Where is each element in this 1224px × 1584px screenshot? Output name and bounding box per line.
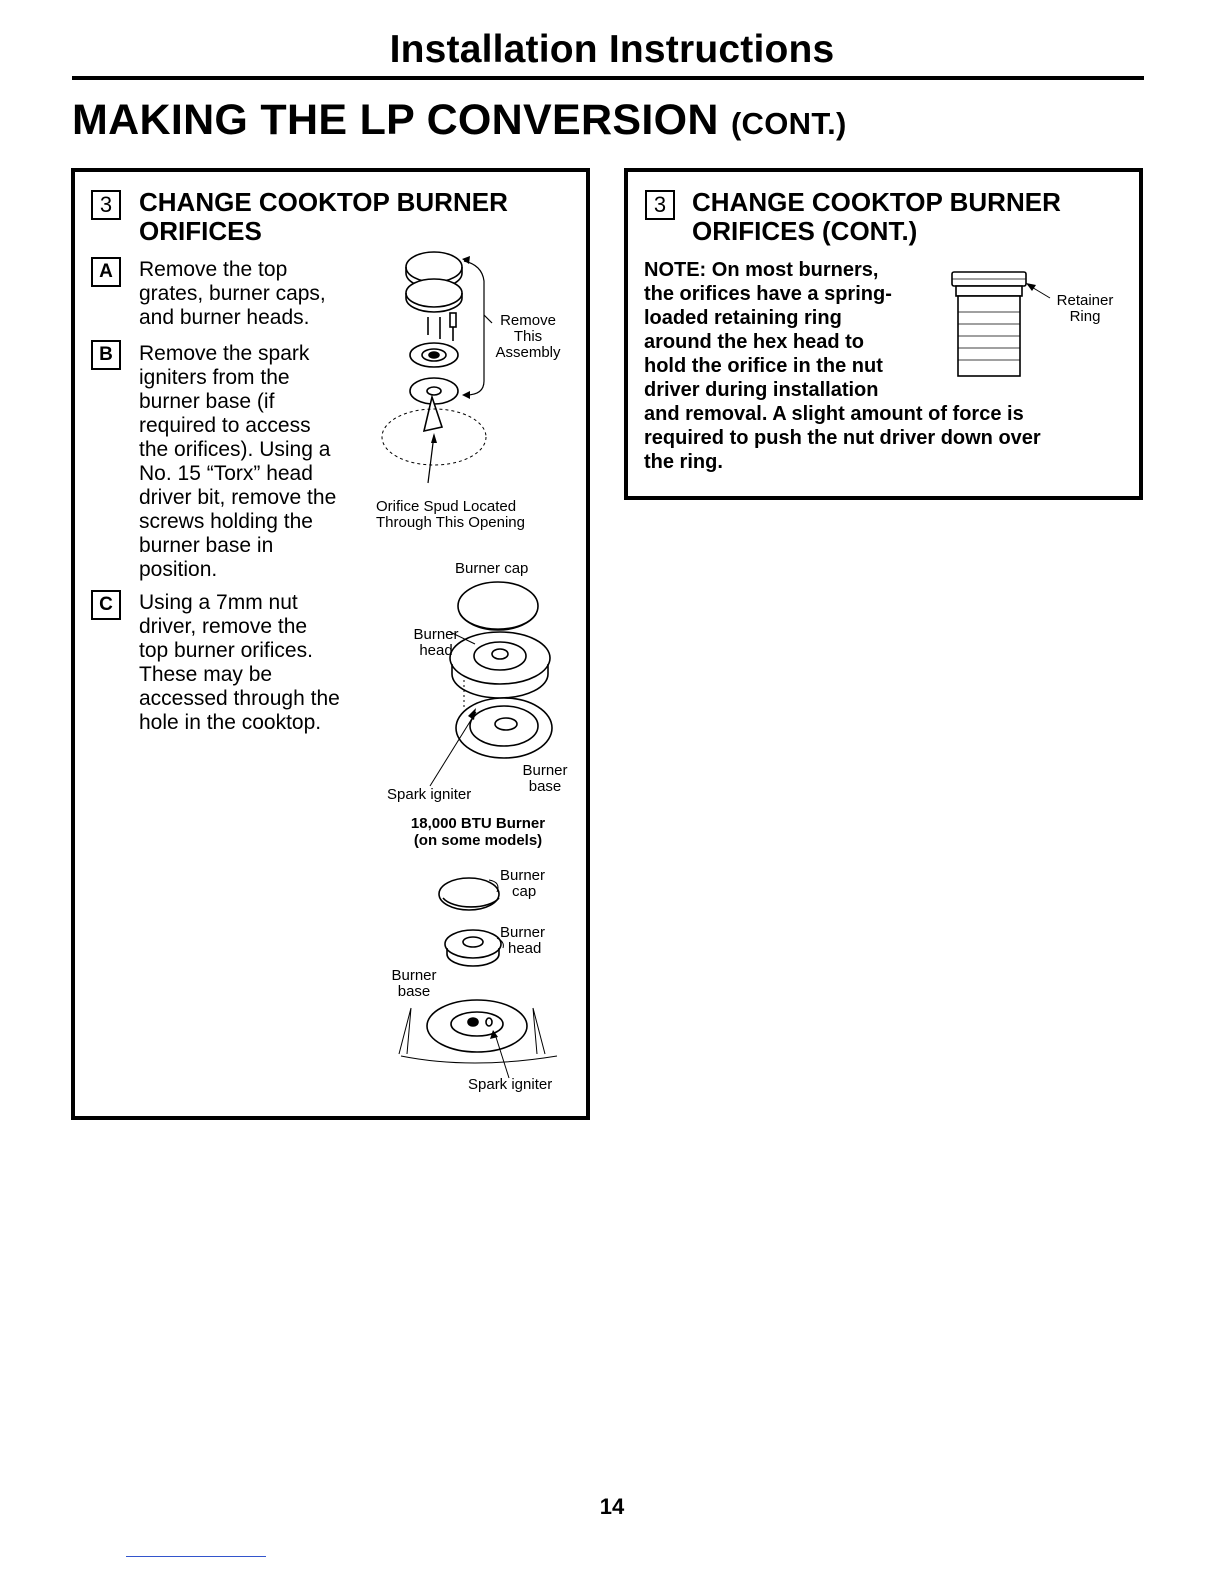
btu-base-line: base — [397, 983, 431, 1000]
retainer-ring-label — [1050, 293, 1120, 325]
step-number-badge: 3 — [91, 190, 121, 220]
page-title-main: MAKING THE LP CONVERSION — [72, 96, 719, 144]
step-b-line: position. — [139, 558, 218, 581]
step-c-text — [139, 591, 340, 735]
note-line: around the hex head to — [644, 331, 865, 353]
orifice-label-line: Orifice Spud Located — [376, 498, 517, 515]
step-a-text — [139, 258, 326, 330]
note-line: and removal. A slight amount of force is — [644, 403, 1024, 425]
step-c-line: hole in the cooktop. — [139, 711, 322, 734]
step-a-line: Remove the top — [139, 258, 288, 281]
btu-head-line: head — [508, 940, 542, 957]
note-line: required to push the nut driver down over — [644, 427, 1041, 449]
page-title — [72, 96, 847, 145]
remove-assembly-label — [482, 313, 574, 361]
section-title-line1: CHANGE COOKTOP BURNER — [139, 187, 508, 217]
burner-head-line: Burner — [413, 626, 459, 643]
remove-label-line: Assembly — [495, 344, 561, 361]
step-b-line: screws holding the — [139, 510, 313, 533]
step-b-line: the orifices). Using a — [139, 438, 331, 461]
step-a-line: grates, burner caps, — [139, 282, 326, 305]
step-b-line: burner base (if — [139, 390, 275, 413]
step-b-line: driver bit, remove the — [139, 486, 337, 509]
btu-base-line: Burner — [391, 967, 437, 984]
retainer-label-line: Retainer — [1056, 292, 1114, 309]
btu-burner-caption — [380, 815, 576, 849]
header-rule — [72, 76, 1144, 80]
burner-head-line: head — [419, 642, 453, 659]
step-b-badge: B — [91, 340, 121, 370]
step-b-line: igniters from the — [139, 366, 290, 389]
btu-burner-base-label — [384, 968, 444, 1000]
btu-spark-igniter-label: Spark igniter — [468, 1076, 553, 1093]
step-c-line: accessed through the — [139, 687, 340, 710]
step-b-line: No. 15 “Torx” head — [139, 462, 313, 485]
page-title-suffix: (CONT.) — [730, 106, 847, 141]
step-b-line: Remove the spark — [139, 342, 310, 365]
page-number: 14 — [599, 1494, 625, 1519]
section-title — [692, 188, 1061, 246]
btu-burner-head-label — [500, 925, 545, 957]
step-b-line: burner base in — [139, 534, 274, 557]
burner-base-line: base — [528, 778, 562, 795]
step-number-badge: 3 — [645, 190, 675, 220]
footer-divider — [126, 1556, 266, 1557]
step-c-line: driver, remove the — [139, 615, 308, 638]
burner-head-label — [404, 627, 468, 659]
orifice-spud-label — [376, 499, 525, 531]
section-title — [139, 188, 508, 246]
btu-caption-line: 18,000 BTU Burner — [410, 815, 546, 832]
btu-head-line: Burner — [500, 924, 546, 941]
btu-burner-cap-label — [500, 868, 545, 900]
btu-cap-line: Burner — [500, 867, 546, 884]
btu-caption-line: (on some models) — [413, 832, 543, 849]
orifice-nut-driver-illustration — [950, 268, 1060, 384]
note-line: NOTE: On most burners, — [644, 259, 879, 281]
burner-base-label — [514, 763, 576, 795]
step-c-line: These may be — [139, 663, 273, 686]
step-b-text — [139, 342, 336, 582]
remove-label-line: This — [513, 328, 543, 345]
step-c-line: top burner orifices. — [139, 639, 313, 662]
section-title-line1: CHANGE COOKTOP BURNER — [692, 187, 1061, 217]
section-title-line2: ORIFICES (CONT.) — [692, 216, 918, 246]
spark-igniter-label: Spark igniter — [387, 786, 472, 803]
step-b-line: required to access — [139, 414, 311, 437]
note-line: driver during installation — [644, 379, 879, 401]
retainer-label-line: Ring — [1069, 308, 1101, 325]
note-line: loaded retaining ring — [644, 307, 842, 329]
exploded-burner-assembly-illustration — [370, 245, 570, 500]
section-title-line2: ORIFICES — [139, 216, 262, 246]
note-line: the orifices have a spring- — [644, 283, 892, 305]
burner-base-line: Burner — [522, 762, 568, 779]
note-line: the ring. — [644, 451, 723, 473]
btu-cap-line: cap — [512, 883, 537, 900]
orifice-label-line: Through This Opening — [376, 514, 525, 531]
remove-label-line: Remove — [500, 312, 556, 329]
header-title: Installation Instructions — [389, 28, 835, 71]
step-c-badge: C — [91, 590, 121, 620]
note-line: hold the orifice in the nut — [644, 355, 883, 377]
burner-cap-label: Burner cap — [455, 560, 529, 577]
step-a-badge: A — [91, 257, 121, 287]
step-c-line: Using a 7mm nut — [139, 591, 298, 614]
step-a-line: and burner heads. — [139, 306, 310, 329]
